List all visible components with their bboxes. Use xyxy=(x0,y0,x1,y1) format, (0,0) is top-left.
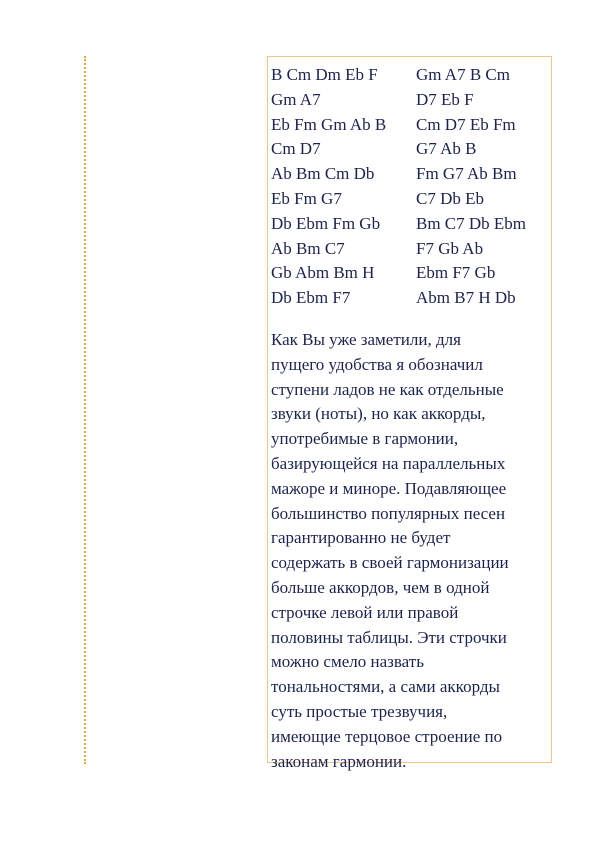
paragraph-line: гарантированно не будет xyxy=(271,528,451,548)
chord-cell-left: Cm D7 xyxy=(271,139,321,159)
paragraph-line: звуки (ноты), но как аккорды, xyxy=(271,404,486,424)
chord-cell-right: Ebm F7 Gb xyxy=(416,263,496,283)
paragraph-line: мажоре и миноре. Подавляющее xyxy=(271,478,507,498)
chord-cell-right: Gm A7 B Cm xyxy=(416,65,510,84)
paragraph-line: употребимые в гармонии, xyxy=(271,429,459,449)
paragraph-line: половины таблицы. Эти строчки xyxy=(271,627,507,647)
chord-cell-left: Db Ebm F7 xyxy=(271,288,351,308)
paragraph-line: суть простые трезвучия, xyxy=(271,701,448,721)
paragraph-line: имеющие терцовое строение по xyxy=(271,726,503,746)
chord-cell-right: F7 Gb Ab xyxy=(416,238,484,258)
paragraph-line: можно смело назвать xyxy=(271,652,424,672)
chord-cell-right: G7 Ab B xyxy=(416,139,477,159)
chord-row xyxy=(271,113,553,138)
chord-cell-right: D7 Eb F xyxy=(416,89,474,109)
paragraph-line: пущего удобства я обозначил xyxy=(271,354,483,374)
paragraph-line: тональностями, а сами аккорды xyxy=(271,677,500,697)
chord-cell-right: Abm B7 H Db xyxy=(416,288,516,308)
chord-row xyxy=(271,261,553,286)
chord-row xyxy=(271,63,553,88)
chord-cell-left: Ab Bm Cm Db xyxy=(271,164,375,184)
chord-cell-left: Gb Abm Bm H xyxy=(271,263,375,283)
chord-cell-left: Gm A7 xyxy=(271,89,321,109)
chord-row xyxy=(271,212,553,237)
chord-cell-left: B Cm Dm Eb F xyxy=(271,65,378,84)
chord-cell-left: Db Ebm Fm Gb xyxy=(271,213,381,233)
chord-cell-left: Eb Fm Gm Ab B xyxy=(271,114,387,134)
left-margin-line xyxy=(84,56,86,764)
paragraph-line: законам гармонии. xyxy=(271,751,407,771)
text-frame xyxy=(267,56,552,771)
chord-cell-right: Fm G7 Ab Bm xyxy=(416,164,517,184)
paragraph-line: базирующейся на параллельных xyxy=(271,453,506,473)
paragraph-line: ступени ладов не как отдельные xyxy=(271,379,504,399)
chord-row xyxy=(271,162,553,187)
chord-row xyxy=(271,187,553,212)
chord-row xyxy=(271,88,553,113)
chord-cell-right: Bm C7 Db Ebm xyxy=(416,213,527,233)
chord-row xyxy=(271,137,553,162)
paragraph-line: Как Вы уже заметили, для xyxy=(271,330,461,349)
paragraph-line: больше аккордов, чем в одной xyxy=(271,577,490,597)
body-paragraph xyxy=(271,328,553,774)
chord-cell-right: C7 Db Eb xyxy=(416,188,484,208)
chord-table xyxy=(271,63,553,311)
paragraph-line: строчке левой или правой xyxy=(271,602,459,622)
chord-cell-left: Ab Bm C7 xyxy=(271,238,345,258)
chord-row xyxy=(271,286,553,311)
chord-cell-right: Cm D7 Eb Fm xyxy=(416,114,516,134)
chord-row xyxy=(271,237,553,262)
paragraph-line: большинство популярных песен xyxy=(271,503,506,523)
paragraph-line: содержать в своей гармонизации xyxy=(271,553,509,573)
chord-cell-left: Eb Fm G7 xyxy=(271,188,342,208)
